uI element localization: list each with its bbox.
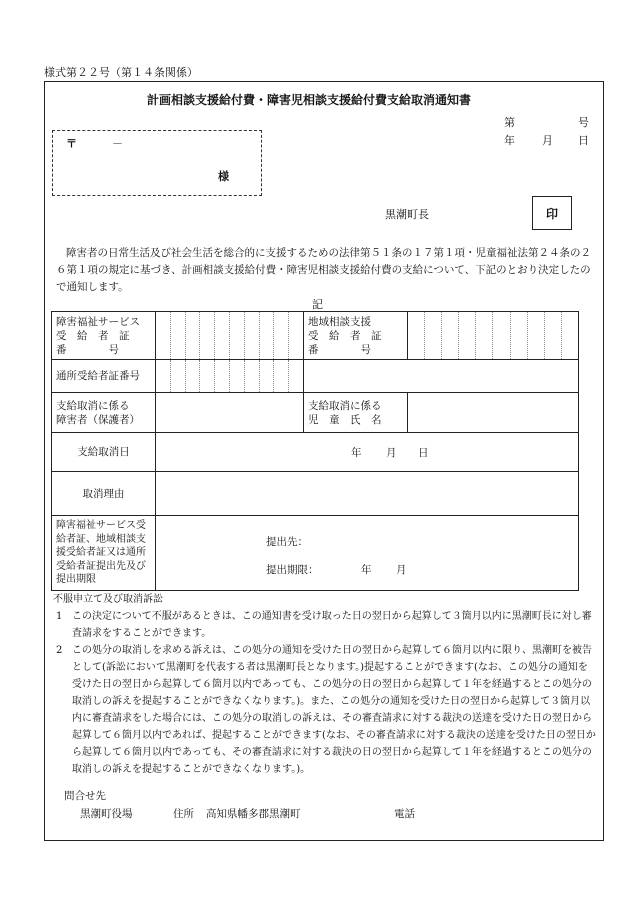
- date-year: 年: [504, 134, 515, 147]
- address-box: [52, 130, 262, 196]
- community-cert-number-field[interactable]: [408, 312, 579, 360]
- appeal-item-2: 2 この処分の取消しを求める訴えは、この処分の通知を受けた日の翌日から起算して６箇月以内に限り、黒潮町を被告として(訴訟において黒潮町を代表する者は黒潮町長となります。)提起することができます(なお、この処分の通知を受けた日の翌日から起算して６箇月以内であっても、この処分の日の翌日から起算して１年を経過するとこの処分の取消しの訴えを提起することができなくなります。)。また、この処分の通知を受けた日の翌日から起算して３箇月以内に審査請求をした場合には、この処分の取消しの訴えは、その審査請求に対する裁決の送達を受けた日の翌日から起算して６箇月以内であれば、提起することができます(なお、その審査請求に対する裁決の送達を受けた日の翌日から起算して６箇月以内であっても、その審査請求に対する裁決の日の翌日から起算して１年を経過するとこの処分の取消しの訴えを提起することができなくなります。)。: [56, 645, 596, 775]
- cancel-date-field[interactable]: 年 月 日: [156, 433, 579, 472]
- official-seal: 印: [532, 196, 572, 230]
- submission-label: 障害福祉サービス受 給者証、地域相談支 援受給者証又は通所 受給者証提出先及び 提出期限: [52, 516, 156, 591]
- postal-mark: 〒: [66, 137, 77, 150]
- doc-number-go: 号: [578, 116, 589, 129]
- appeal-heading: 不服申立て及び取消訴訟: [53, 594, 163, 605]
- body-text: 障害者の日常生活及び社会生活を総合的に支援するための法律第５１条の１７第１項・児童福祉法第２４条の２６第１項の規定に基づき、計画相談支援給付費・障害児相談支援給付費の支給について、下記のとおり決定したので通知します。: [56, 247, 591, 293]
- appeal-item-1: 1 この決定について不服があるときは、この通知書を受け取った日の翌日から起算して３箇月以内に黒潮町長に対し審査請求をすることができます。: [56, 611, 592, 639]
- service-cert-number-field[interactable]: [156, 312, 304, 360]
- doc-number-dai: 第: [504, 116, 515, 129]
- form-number: 様式第２２号（第１４条関係）: [44, 66, 198, 79]
- submission-dest-label: 提出先：: [266, 536, 308, 548]
- cancel-reason-label: 取消理由: [52, 472, 156, 516]
- info-table: [51, 311, 579, 591]
- submission-deadline-label: 提出期限：: [266, 564, 319, 576]
- cancel-date-label: 支給取消日: [52, 433, 156, 472]
- issuer-name: 黒潮町長: [385, 208, 429, 221]
- person-name-field[interactable]: [156, 393, 304, 433]
- document-title: 計画相談支援給付費・障害児相談支援給付費支給取消通知書: [147, 93, 472, 107]
- ki-label: 記: [312, 298, 323, 311]
- appeal-section: [53, 591, 596, 778]
- submission-field[interactable]: 提出先： 提出期限： 年 月: [156, 516, 579, 591]
- daycare-cert-number-field[interactable]: [156, 360, 304, 393]
- child-name-field[interactable]: [408, 393, 579, 433]
- community-cert-label: 地域相談支援 受 給 者 証 番 号: [304, 312, 408, 360]
- postal-dash: －: [112, 137, 123, 150]
- cancel-reason-field[interactable]: [156, 472, 579, 516]
- child-label: 支給取消に係る 児 童 氏 名: [304, 393, 408, 433]
- contact-office: 黒潮町役場: [80, 808, 133, 820]
- person-label: 支給取消に係る 障害者（保護者）: [52, 393, 156, 433]
- addressee-sama: 様: [218, 170, 229, 183]
- service-cert-label: 障害福祉サービス 受 給 者 証 番 号: [52, 312, 156, 360]
- body-paragraph: [56, 245, 592, 296]
- contact-address-label: 住所: [173, 808, 194, 820]
- daycare-cert-label: 通所受給者証番号: [52, 360, 156, 393]
- contact-address: 高知県幡多郡黒潮町: [206, 808, 301, 820]
- date-month: 月: [542, 134, 553, 147]
- contact-heading: 問合せ先: [64, 790, 106, 802]
- daycare-blank: [304, 360, 579, 393]
- date-day: 日: [578, 134, 589, 147]
- contact-phone-label: 電話: [394, 808, 415, 820]
